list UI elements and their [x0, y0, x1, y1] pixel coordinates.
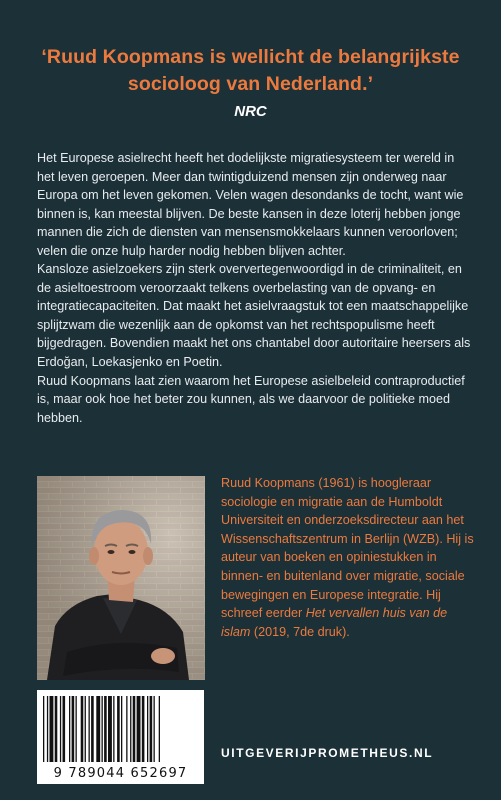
isbn-number: 9 789044 652697 [53, 766, 188, 781]
barcode-bar [159, 696, 160, 762]
barcode-bar [108, 696, 112, 762]
isbn-barcode [37, 690, 204, 784]
barcode-bar [43, 696, 44, 762]
barcode-bar [89, 696, 90, 762]
quote-source: NRC [234, 103, 267, 120]
barcode-bar [76, 696, 77, 762]
barcode-bar [102, 696, 103, 762]
blurb-paragraph-3: Ruud Koopmans laat zien waarom het Europese asielbeleid contraproductief is, maar ook hoe het beter zou kunnen, als we daarvoor de politieke moed hebben. [37, 373, 465, 425]
barcode-bar [147, 696, 148, 762]
barcode-bar [150, 696, 153, 762]
barcode-bar [72, 696, 75, 762]
barcode-bar [133, 696, 136, 762]
barcode-bar [63, 696, 66, 762]
barcode-bar [117, 696, 120, 762]
barcode-bar [142, 696, 145, 762]
barcode-bar [126, 696, 127, 762]
bio-text: Ruud Koopmans (1961) is hoogleraar sociologie en migratie aan de Humboldt Universiteit en onderzoeksdirecteur aan het Wissenschaftszentrum in Berlijn (WZB). Hij is auteur van boeken en opiniestukken in binnen- en buitenland over migratie, sociale bewegingen en Europese integratie. Hij schreef eerder [221, 476, 474, 621]
barcode-bar [137, 696, 141, 762]
cover-quote: ‘Ruud Koopmans is wellicht de belangrijkste socioloog van Nederland.’ [41, 46, 460, 95]
barcode-bar [130, 696, 131, 762]
blurb-paragraph-1: Het Europese asielrecht heeft het dodelijkste migratiesysteem ter wereld in het leven geroepen. Meer dan twintigduizend mensen zijn onderweg naar Europa om het leven gekomen. Velen wagen desondanks de tocht, want wie binnen is, kan meestal blijven. De beste kansen in deze loterij hebben jonge mannen die zich de diensten van mensensmokkelaars kunnen veroorloven; velen die onze hulp harder nodig hebben blijven achter. [37, 151, 464, 258]
author-portrait-image [37, 476, 205, 680]
barcode-bar [96, 696, 100, 762]
barcode-bar [47, 696, 48, 762]
barcode-bar [50, 696, 54, 762]
barcode-bar [91, 696, 94, 762]
bio-book-title: Het vervallen huis van de islam [221, 606, 448, 639]
barcode-bar [154, 696, 155, 762]
blurb-paragraph-2: Kansloze asielzoekers zijn sterk oververtegenwoordigd in de criminaliteit, en de asieltoestroom veroorzaakt telkens overbelasting van de opvang- en integratiecapaciteiten. Dat maakt het asielvraagstuk tot een maatschappelijke splijtzwam die wezenlijk aan de opkomst van het rechtspopulisme heeft bijgedragen. Bovendien maakt het ons chantabel door autoritaire heersers als Erdoğan, Loekasjenko en Poetin. [37, 262, 471, 370]
barcode-bar [113, 696, 114, 762]
barcode-bar [55, 696, 58, 762]
barcode-bar [85, 696, 86, 762]
barcode-bar [121, 696, 122, 762]
blurb-text [37, 149, 473, 427]
barcode-bar [69, 696, 70, 762]
author-bio [221, 474, 476, 641]
bio-suffix: (2019, 7de druk). [250, 624, 350, 639]
author-photo [37, 476, 205, 680]
barcode-bar [81, 696, 84, 762]
barcode-bar [104, 696, 107, 762]
publisher-url: UITGEVERIJPROMETHEUS.NL [221, 746, 434, 760]
barcode-bar [60, 696, 61, 762]
